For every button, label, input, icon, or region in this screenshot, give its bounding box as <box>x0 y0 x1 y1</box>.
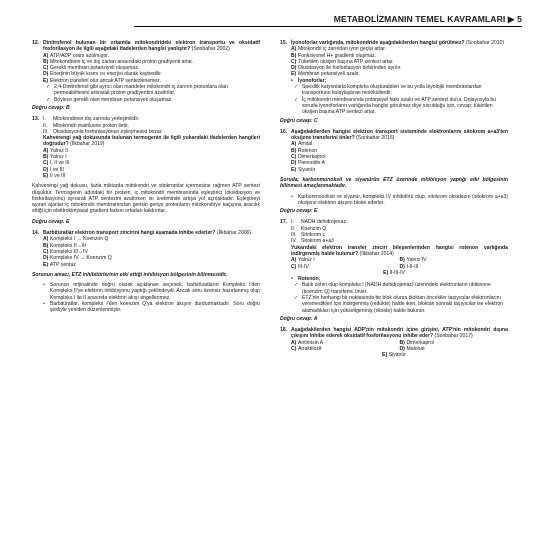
roman-list <box>291 219 346 244</box>
options-list <box>291 46 508 77</box>
option-letter: D) <box>399 346 405 353</box>
roman-text: Sitokrom c <box>301 232 326 239</box>
roman-text: Mitokondrinin dış zarında yerleşimlidir. <box>53 116 140 123</box>
roman-numeral: I. <box>43 116 46 123</box>
question-13 <box>32 116 260 225</box>
option-text: Kompleks I → Koenzim Q <box>50 236 109 243</box>
question-text: Aşağıdakilerden hangisi elektron transport sisteminde elektronlarını sitokrom a+a3'ten oksijene transferini önler? <box>291 128 508 142</box>
header-rule <box>134 26 522 27</box>
bullet-icon: • <box>291 276 293 283</box>
question-number: 14. <box>32 230 40 237</box>
options-list <box>43 53 260 84</box>
check-icon: ✓ <box>46 84 51 91</box>
roman-text: Oksidasyonla fosforilasyonun eşleşmesini bozar. <box>53 128 163 135</box>
options-list <box>43 148 260 179</box>
check-icon: ✓ <box>294 294 299 301</box>
bullet-icon: • <box>291 77 293 84</box>
option-letter: C) <box>43 160 49 167</box>
option-text: III-IV <box>298 263 309 270</box>
check-item <box>294 84 508 97</box>
option-text: Mitokondrinin iç ve dış zarları arasındaki proton gradiyenti artar. <box>50 58 194 65</box>
explanation-note: Soruda, karbonmonoksit ve siyanürün ETZ üzerinde inhibisyon yaptığı etki bölgesinin bilinmesi amaçlanmaktadır. <box>280 176 508 190</box>
option-text: Enerjinin büyük kısmı ısı enerjisi olarak kaybedilir. <box>50 71 163 78</box>
answer-label: Doğru cevap: E <box>280 208 318 215</box>
option-text: Kompleks IV → Koenzim Q <box>50 255 112 262</box>
option-text: Atraktilozit <box>298 346 322 353</box>
option-letter: E) <box>383 269 389 276</box>
options-grid <box>291 257 508 270</box>
answer-label: Doğru cevap: A <box>280 315 318 322</box>
bullet-item <box>291 194 508 207</box>
option-text: Yalnız II <box>50 147 69 154</box>
option-letter: D) <box>399 263 405 270</box>
question-source: (İlkbahar 2006) <box>216 230 252 237</box>
check-icon: ✓ <box>294 96 299 103</box>
question-source: (Sonbahar 2017) <box>434 333 473 340</box>
option-letter: D) <box>291 65 297 72</box>
roman-text: Koenzim Q <box>301 225 327 232</box>
explanation-text: Balık zehiri olup kompleks I (NADH dehidrojenaz) üzerindeki elektronların ubikinone (koenzim Q) transferini önler. <box>302 282 491 295</box>
option-text: Yalnız IV <box>406 257 427 264</box>
check-icon: ✓ <box>294 84 299 91</box>
option-letter: C) <box>291 346 297 353</box>
option-text: Yalnız I <box>50 154 67 161</box>
option-text: Dimerkaprol <box>406 339 434 346</box>
explanation-text: Sorunun orijinalinde doğru olarak açıklanan seçenek, barbitüratların Kompleks I'den Kompleks II'ye elektron inhibisyonu yaptığı şeklindeydi. Ancak soru özensiz hazırlanmış olup Kompleks I ile II arasında elektron akışı engellenmez. <box>50 282 260 301</box>
option-letter: C) <box>43 65 49 72</box>
bullet-icon: • <box>291 193 293 200</box>
option-letter: B) <box>43 242 49 249</box>
option-text: Mitokondri iç zarından iyon geçişi artar. <box>298 46 387 53</box>
explanation-note: Sorunun amacı, ETZ inhibitörlerinin etki ettiği inhibisyon bölgesinin bilinmesidir. <box>32 271 227 278</box>
options-list <box>43 236 260 267</box>
option-letter: D) <box>291 160 297 167</box>
right-column <box>280 40 508 363</box>
option-text: Siyanür <box>388 352 406 359</box>
explanation-text: Barbitüratlar, kompleks I'den koenzim Q'ya elektron akışını durdurmaktadır. Soru doğru şekliyle yeniden düzenlenmiştir. <box>50 300 260 314</box>
question-12 <box>32 40 260 111</box>
option-text: Siyanür <box>298 166 316 173</box>
left-column <box>32 40 260 318</box>
question-text: Yukarıdaki elektron transfer zinciri bileşenlerinden hangisi rotenon varlığında indirgenmiş halde bulunur? <box>291 244 508 257</box>
option-text: II-III-IV <box>389 269 405 276</box>
option-letter: E) <box>43 172 49 179</box>
check-icon: ✓ <box>46 96 51 103</box>
option-letter: A) <box>291 257 297 264</box>
option-text: Amital <box>298 141 313 148</box>
roman-numeral: II. <box>291 225 296 232</box>
bullet-icon: • <box>43 282 45 289</box>
question-17 <box>280 219 508 322</box>
check-icon: ✓ <box>294 282 299 289</box>
question-text: Aşağıdakilerden hangisi ADP'nin mitokondri içine girişini, ATP'nin mitokondri dışına çıkışını inhibe ederek oksidatif fosforilasyonu inhibe eder? <box>291 327 508 340</box>
option-e <box>280 352 508 358</box>
bullet-title: İyonoforlar; <box>298 77 327 84</box>
explanation-text: İç mitokondri membranında potansiyel farkı azalır ve ATP sentezi durur. Dolayısıyla bu soruda iyonoforların varlığında hangisi görülmez diye sorulduğu için, cevap; tüketilen oksijen başına ATP sentezi artar. <box>302 96 497 116</box>
chevron-right-icon: ▶ <box>507 14 518 24</box>
option-text: Elektron transferi olur ancak ATP sentezlenemez. <box>50 77 162 84</box>
question-text: Kahverengi yağ dokusunda bulunan termogenin ile ilgili yukarıdaki ifadelerden hangileri doğrudur? <box>43 135 260 148</box>
option-text: II ve III <box>50 172 66 179</box>
roman-numeral: IV. <box>291 238 297 245</box>
option-e <box>43 173 260 179</box>
answer-label: Doğru cevap: B <box>32 104 70 111</box>
bullet-icon: • <box>43 300 45 307</box>
option-letter: A) <box>43 236 49 243</box>
option-letter: B) <box>43 154 49 161</box>
option-letter: D) <box>43 71 49 78</box>
option-letter: E) <box>43 261 49 268</box>
option-text: Kompleks II→III <box>50 242 86 249</box>
option-letter: C) <box>43 248 49 255</box>
option-text: I, II ve III <box>50 160 70 167</box>
bullet-item <box>43 301 260 314</box>
check-item <box>294 282 508 295</box>
question-15 <box>280 40 508 124</box>
option-letter: E) <box>382 352 388 359</box>
option-d <box>400 346 509 352</box>
options-list <box>291 141 508 172</box>
option-text: Pieresidin A <box>298 160 325 167</box>
option-text: Oksidasyon ile fosforilasyon birbirinden ayrılır. <box>298 65 402 72</box>
option-letter: D) <box>43 255 49 262</box>
option-letter: A) <box>291 339 297 346</box>
roman-text: Sitokrom a+a3 <box>301 238 334 245</box>
roman-numeral: I. <box>291 219 294 226</box>
question-source: (İlkbahar 2019) <box>70 141 105 148</box>
answer-label: Doğru cevap: C <box>280 117 318 124</box>
answer-label: Doğru cevap: E <box>32 218 70 225</box>
question-source: (İlkbahar 2014) <box>359 250 394 257</box>
question-number: 15. <box>280 40 288 46</box>
option-letter: B) <box>291 147 297 154</box>
question-16 <box>280 129 508 215</box>
option-letter: B) <box>399 257 405 264</box>
option-letter: E) <box>43 77 49 84</box>
roman-numeral: II. <box>43 122 48 129</box>
option-letter: D) <box>43 166 49 173</box>
question-text: Barbitüratlar elektron transport zincirini hangi aşamada inhibe ederler? <box>43 230 216 237</box>
option-letter: C) <box>291 58 297 65</box>
option-text: Malonat <box>406 346 425 353</box>
option-letter: E) <box>291 71 297 78</box>
option-text: ATP/ADP oranı azalmıştır. <box>50 52 109 59</box>
option-letter: A) <box>291 46 297 53</box>
question-18 <box>280 327 508 358</box>
question-number: 13. <box>32 116 40 123</box>
bullet-title: Rotenon; <box>298 276 321 283</box>
explanation-paragraph: Kahverengi yağ dokusu, fazla miktarda mitokondri ve sitokromlar içermesine rağmen ATP sentezi düşüktür. Termogenin adındaki bir protein, iç mitokondri membranında eşleştirici (oksidasyon ve fosforilasyonu) ayırarak ATP sentezini azaltırken ısı üretiminde artışa yol açmaktadır. Eşleştireyi ayıran ajanlar iç mitokondri membranından gerisin geriye protonların mitokondriye kaçışına aracılık ettiği için elektrokimyasal gradient farkını ortadan kaldırırlar. <box>32 183 260 215</box>
explanation-text: ETZ'nin herhangi bir noktasında bir blok olursa bloktan öncekiler taşıyıcılar elektronlarını veremedikleri için indirgenmiş (redükte) halde iken, bloktan sonraki taşıyıcılar ise elektron alamadıkları için yükseltgenmiş (okside) halde bulunur. <box>302 294 504 314</box>
option-letter: C) <box>291 154 297 161</box>
question-number: 12. <box>32 40 40 46</box>
check-item <box>294 295 508 314</box>
roman-numeral: III. <box>43 128 49 135</box>
option-text: Fonksiyonel H+ gradienti oluşmaz. <box>298 52 377 59</box>
option-letter: A) <box>291 141 297 148</box>
option-text: Gerekli membran potansiyeli oluşamaz. <box>50 65 140 72</box>
roman-list <box>43 116 163 135</box>
question-number: 18. <box>280 327 288 334</box>
question-text: Dinitrofenol bulunan bir ortamda mitokondrideki elektron transportu ve oksidatif fosforilasyon ile ilgili aşağıdaki ifadelerden hangisi yanlıştır? <box>43 40 260 53</box>
option-text: Kompleks III→IV <box>50 248 88 255</box>
explanation-text: Böylece gerekli olan membran potansiyeli oluşamaz. <box>54 96 173 103</box>
option-text: Yalnız I <box>298 257 315 264</box>
question-number: 16. <box>280 128 288 135</box>
explanation-text: Karbonmonoksit ve siyanür, kompleks IV inhibitörü olup, sitokrom oksidazın (sitokrom a+a3) oksijene elektron akışını bloke ederler. <box>298 193 508 206</box>
option-letter: A) <box>43 147 49 154</box>
check-item <box>46 84 260 97</box>
option-text: Rotenon <box>298 147 318 154</box>
roman-numeral: III. <box>291 232 297 239</box>
roman-text: NADH dehidrojenaz <box>301 219 347 226</box>
question-source: (Sonbahar 2016) <box>356 135 395 142</box>
header-title: METABOLİZMANIN TEMEL KAVRAMLARI <box>333 14 506 24</box>
option-text: Tüketilen oksijen başına ATP sentezi artar. <box>298 58 394 65</box>
explanation-text: 2,4-Dinitrofenol gibi ayrıcı olan maddeler mitokondri iç zarının protonlara olan permeabilitesini artırarak proton gradiyentini azaltırlar. <box>54 84 228 97</box>
option-e <box>291 167 508 173</box>
check-item <box>294 97 508 116</box>
option-letter: B) <box>399 339 405 346</box>
option-letter: B) <box>43 58 49 65</box>
option-text: I-II-III <box>406 263 419 270</box>
page-header <box>334 14 522 25</box>
option-letter: A) <box>43 52 49 59</box>
roman-text: Mitokondri matriksine proton iletir. <box>53 122 129 129</box>
option-text: I ve III <box>50 166 64 173</box>
question-text: İyonoforlar varlığında, mitokondride aşağıdakilerden hangisi görülmez? <box>291 40 465 46</box>
option-letter: E) <box>291 166 297 173</box>
option-d <box>400 264 509 270</box>
option-e <box>43 262 260 268</box>
bullet-item <box>43 282 260 301</box>
option-text: ATP sentaz <box>50 261 76 268</box>
option-text: Dimerkaprol <box>298 154 326 161</box>
question-source: (Sonbahar 2010) <box>465 40 505 46</box>
question-number: 17. <box>280 219 288 226</box>
options-grid <box>291 340 508 353</box>
explanation-text: Spesifik katyonlarla kompleks oluşturabilen ve bu yolla biyolojik membranlardan transportunu kolaylaştıran moleküllerdir. <box>302 84 482 97</box>
option-letter: C) <box>291 263 297 270</box>
option-text: Antimisin A <box>298 339 324 346</box>
option-letter: B) <box>291 52 297 59</box>
check-item <box>46 97 260 103</box>
question-14 <box>32 230 260 314</box>
question-source: (Sonbahar 2002) <box>191 46 230 53</box>
option-text: Membran potansiyeli azalır. <box>298 71 361 78</box>
page-number: 5 <box>517 14 522 24</box>
